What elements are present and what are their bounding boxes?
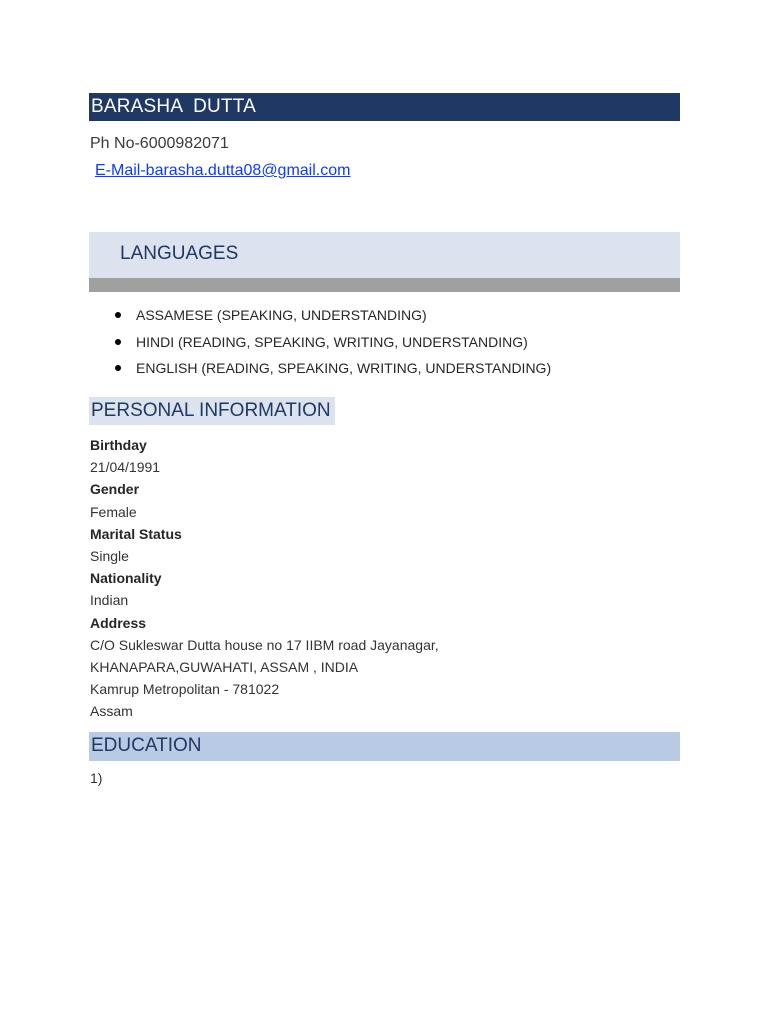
name-banner xyxy=(89,93,680,121)
birthday-value: 21/04/1991 xyxy=(90,459,161,476)
languages-header xyxy=(89,232,680,278)
bullet-icon xyxy=(115,312,121,318)
languages-divider xyxy=(89,278,680,292)
address-line-2: KHANAPARA,GUWAHATI, ASSAM , INDIA xyxy=(90,658,359,675)
education-item-1: 1) xyxy=(90,770,103,786)
languages-title: LANGUAGES xyxy=(120,243,239,264)
birthday-label: Birthday xyxy=(90,437,147,453)
address-line-3: Kamrup Metropolitan - 781022 xyxy=(90,681,280,698)
list-item xyxy=(112,332,551,359)
list-item xyxy=(112,358,551,385)
nationality-value: Indian xyxy=(90,592,129,609)
candidate-name: BARASHA DUTTA xyxy=(91,96,257,117)
address-line-4: Assam xyxy=(90,703,133,720)
address-line-1: C/O Sukleswar Dutta house no 17 IIBM road Jayanagar, xyxy=(90,636,439,653)
gender-label: Gender xyxy=(90,481,140,498)
languages-list xyxy=(112,305,551,385)
nationality-label: Nationality xyxy=(90,570,162,587)
address-label: Address xyxy=(90,614,147,631)
gender-value: Female xyxy=(90,503,137,520)
email-link[interactable]: E-Mail-barasha.dutta08@gmail.com xyxy=(95,162,351,179)
education-title: EDUCATION xyxy=(89,732,680,761)
language-item-english: ENGLISH (READING, SPEAKING, WRITING, UNDERSTANDING) xyxy=(136,360,552,376)
list-item xyxy=(112,305,551,332)
language-item-hindi: HINDI (READING, SPEAKING, WRITING, UNDERSTANDING) xyxy=(136,333,528,350)
personal-info-block xyxy=(90,434,439,722)
phone-number: Ph No-6000982071 xyxy=(90,135,229,152)
bullet-icon xyxy=(115,365,121,371)
marital-status-label: Marital Status xyxy=(90,525,182,542)
personal-info-title: PERSONAL INFORMATION xyxy=(89,397,335,425)
marital-status-value: Single xyxy=(90,547,129,564)
bullet-icon xyxy=(115,339,121,345)
language-item-assamese: ASSAMESE (SPEAKING, UNDERSTANDING) xyxy=(136,307,427,323)
